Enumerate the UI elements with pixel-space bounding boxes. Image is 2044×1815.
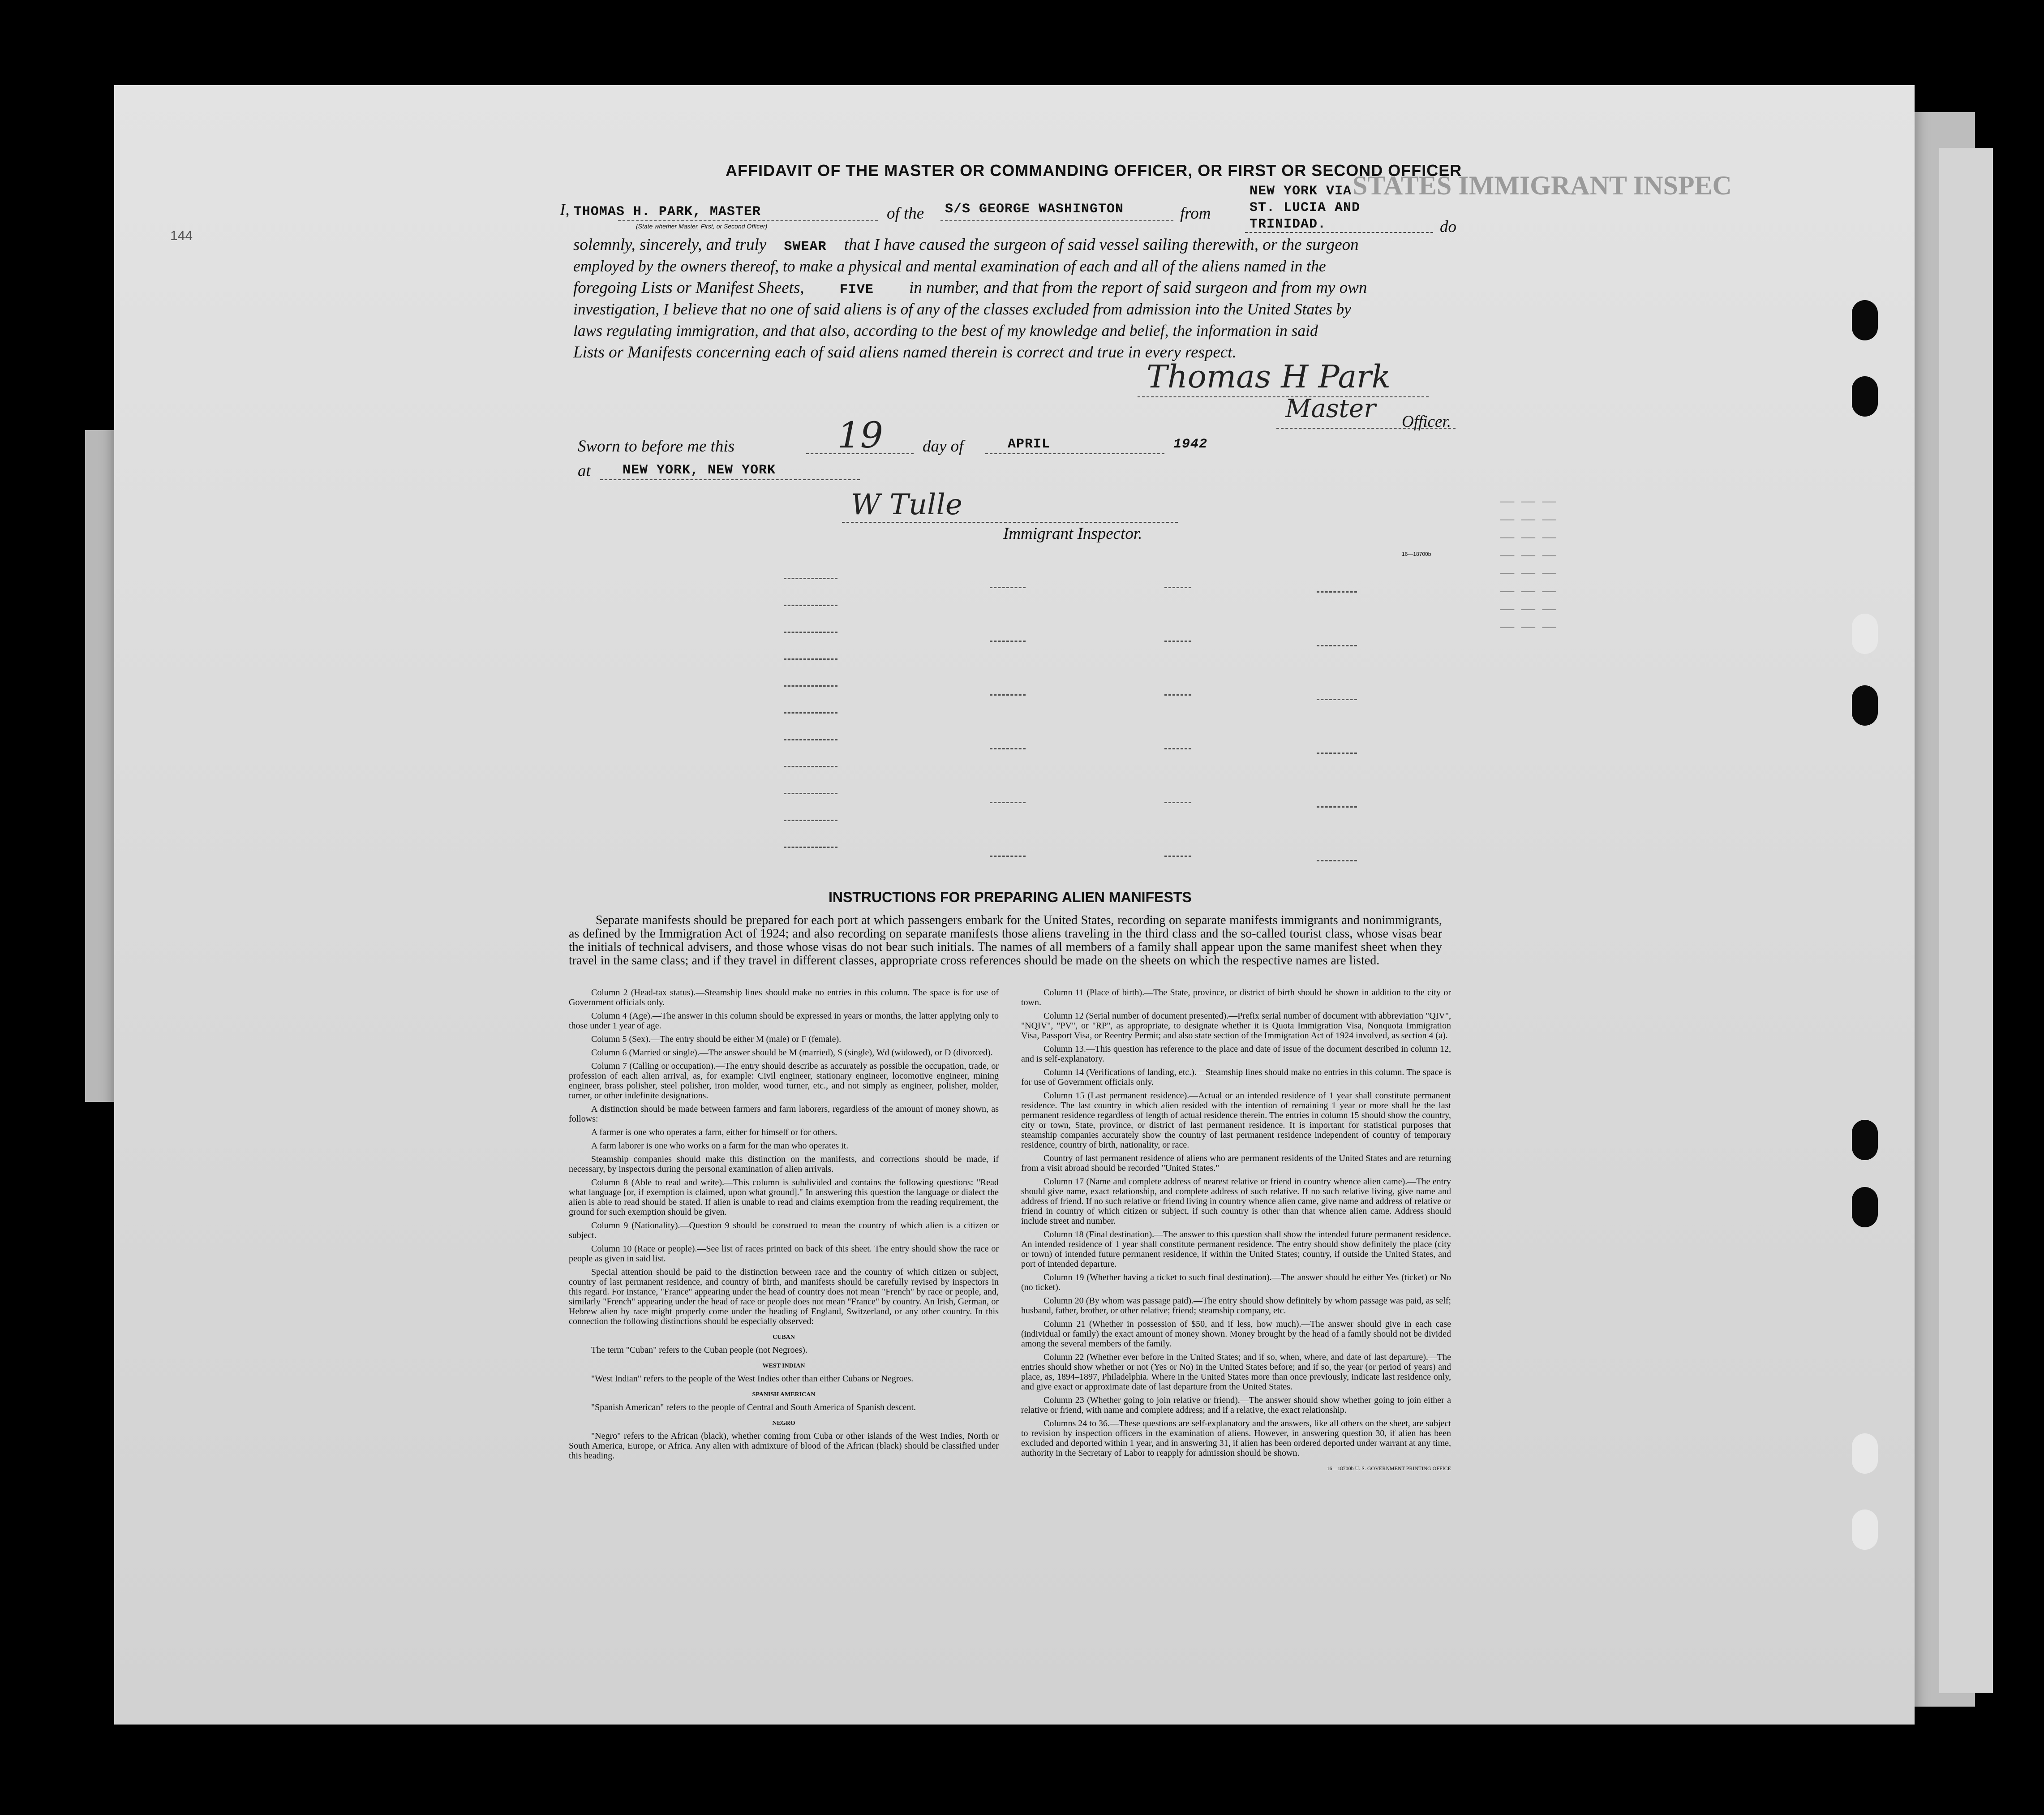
name-underline [618,220,878,221]
instr-west-indian: "West Indian" refers to the people of the West Indies other than either Cubans or Negroes. [591,1374,914,1384]
affidavit-line-6: laws regulating immigration, and that also, according to the best of my knowledge and belief, the information in said [573,322,1318,340]
instr-col7: Column 7 (Calling or occupation).—The entry should describe as accurately as possible the occupation, trade, or profession of each alien arrival, as, for example: Civil engineer, stationary engineer, locomotive engineer, mining engineer, brass polisher, steel polisher, iron molder, wood turner, etc., and not simply as engineer, polisher, molder, turner, or other indefinite designations. [569,1061,999,1101]
instr-col15-us: Country of last permanent residence of aliens who are permanent residents of the United States and are returning from a visit abroad should be recorded "United States." [1021,1153,1451,1173]
heading-cuban: CUBAN [773,1334,795,1341]
blank-field [784,578,837,579]
day-number: 19 [837,414,883,456]
port-underline [1245,232,1433,233]
form-number: 16—18700b [1402,551,1431,557]
heading-west-indian: WEST INDIAN [762,1363,805,1369]
master-signature: Thomas H Park [1147,358,1391,395]
blank-field [1317,699,1357,700]
at-label: at [578,462,591,480]
of-the-label: of the [887,204,924,223]
instr-col10: Column 10 (Race or people).—See list of races printed on back of this sheet. The entry should show the race or people as given in said list. [569,1244,999,1264]
place: NEW YORK, NEW YORK [623,463,776,478]
instr-cuban: The term "Cuban" refers to the Cuban people (not Negroes). [591,1345,807,1355]
blank-field [990,587,1026,588]
from-label: from [1180,204,1211,223]
instructions-right-column [1021,988,1451,1477]
instr-col21: Column 21 (Whether in possession of $50, and if less, how much).—The answer should give in each case (individual or family) the exact amount of money shown. Money brought by the head of a family should not be divided among the several members of the family. [1021,1319,1451,1349]
blank-field [1317,645,1357,646]
affidavit-line-1 [560,200,761,219]
instr-col11: Column 11 (Place of birth).—The State, province, or district of birth should be shown in addition to the city or town. [1021,988,1451,1007]
inspector-label: Immigrant Inspector. [1003,525,1142,543]
instr-col13: Column 13.—This question has reference to the place and date of issue of the document described in column 12, and is self-explanatory. [1021,1044,1451,1064]
affidavit-line-5: investigation, I believe that no one of said aliens is of any of the classes excluded from admission into the United States by [573,300,1351,318]
inspector-underline [842,522,1178,523]
day-of-label: day of [923,437,964,456]
punch-hole [1852,376,1878,417]
blank-field [1317,753,1357,754]
year: 1942 [1173,437,1208,452]
show-through-text: —— —— —— —— —— —— —— —— —— —— —— —— —— —— —— —— —— —— —— —— —— —— —— —— [1500,495,1556,634]
port-line-2: ST. LUCIA AND [1250,200,1361,215]
vessel-underline [940,220,1173,221]
punch-hole [1852,300,1878,340]
month: APRIL [1008,437,1051,452]
blank-field [1164,856,1191,857]
instr-farm-distinction: A distinction should be made between farmers and farm laborers, regardless of the amount of money shown, as follows: [569,1104,999,1124]
instr-col24-36: Columns 24 to 36.—These questions are self-explanatory and the answers, like all others on the sheet, are subject to revision by inspection officers in the examination of aliens. However, in answering question 30, if alien has been excluded and deported within 1 year, and in answering 31, if alien has been ordered deported under warrant at any time, authority in the Secretary of Labor to reapply for admission should be shown. [1021,1419,1451,1458]
sheet-count: FIVE [839,282,874,297]
officer-underline [1276,428,1456,429]
day-underline [806,453,914,454]
month-underline [985,453,1164,454]
signature-underline [1138,396,1429,397]
do-label: do [1440,218,1456,236]
instr-steamship: Steamship companies should make this distinction on the manifests, and corrections should be made, if necessary, by inspectors during the personal examination of alien arrivals. [569,1154,999,1174]
punch-hole [1852,685,1878,726]
punch-hole [1852,614,1878,654]
instr-farm-laborer: A farm laborer is one who works on a farm for the man who operates it. [591,1141,849,1151]
instr-col4: Column 4 (Age).—The answer in this column should be expressed in years or months, the latter applying only to those under 1 year of age. [569,1011,999,1031]
margin-note: 144 [170,228,193,243]
instr-col17: Column 17 (Name and complete address of nearest relative or friend in country whence alien came).—The entry should give name, exact relationship, and complete address of such relative. If no such relative living, give name and address of friend. If no such relative or friend living in country whence alien came, give name and address of relative or friend in country of which citizen or subject, if such country is other than that whence alien came. Address should include street and number. [1021,1177,1451,1226]
vessel-name: S/S GEORGE WASHINGTON [945,202,1124,217]
blank-field [784,658,837,660]
blank-field [784,793,837,794]
instr-col15: Column 15 (Last permanent residence).—Actual or an intended residence of 1 year shall constitute permanent residence. The last country in which alien resided with the intention of remaining 1 year or more shall be the last permanent residence regardless of length of actual residence therein. The entries in column 15 should show the country, city or town, State, province, or district of last permanent residence. It is important for statistical purposes that steamship companies accurately show the country of last permanent residence independent of country of temporary residence, country of birth, nationality, or race. [1021,1091,1451,1150]
instr-spanish-american: "Spanish American" refers to the people of Central and South America of Spanish descent. [591,1402,916,1412]
name-note: (State whether Master, First, or Second Officer) [636,223,768,230]
instructions-intro: Separate manifests should be prepared for each port at which passengers embark for the United States, recording on separate manifests immigrants and nonimmigrants, as defined by the Immigration Act of 1924; and also recording on separate manifests those aliens traveling in the third class and the so-called tourist class, whose visas bear the initials of technical advisers, and those whose visas do not bear such initials. The names of all members of a family shall appear upon the same manifest sheet when they travel in the same class; and if they travel in different classes, appropriate cross references should be made on the sheets on which the respective names are listed. [569,913,1442,968]
affidavit-title: AFFIDAVIT OF THE MASTER OR COMMANDING OFFICER, OR FIRST OR SECOND OFFICER [726,161,1462,180]
heading-spanish-american: SPANISH AMERICAN [752,1391,816,1398]
instr-col6: Column 6 (Married or single).—The answer should be M (married), S (single), Wd (widowed), or D (divorced). [591,1048,993,1058]
solemnly-text: solemnly, sincerely, and truly [573,236,767,254]
i-prefix: I, [560,201,570,219]
blank-field [1164,694,1191,696]
blank-field [1164,587,1191,588]
blank-field [1164,641,1191,642]
instructions-left-column [569,988,999,1464]
blank-field [990,856,1026,857]
underlying-sheet [1939,148,1993,1693]
instr-race-note: Special attention should be paid to the distinction between race and the country of which citizen or subject, country of last permanent residence, and country of birth, and manifests should be carefully revised by inspectors in this regard. For instance, "France" appearing under the head of country does not mean "French" by race or people, and, similarly "French" appearing under the head of race or people does not mean "France" by country. An Irish, German, or Hebrew alien by race might properly come under the heading of England, Switzerland, or any other country. In this connection the following distinctions should be especially observed: [569,1267,999,1326]
blank-field [1317,806,1357,808]
instr-farmer: A farmer is one who operates a farm, either for himself or for others. [591,1127,837,1137]
instr-col22: Column 22 (Whether ever before in the United States; and if so, when, where, and date of last departure).—The entries should show whether or not (Yes or No) in the United States before; and if so, the year (or period of years) and place, as, 1894–1897, Philadelphia. Where in the United States more than once previously, indicate last residence only, and give exact or approximate date of last departure from the United States. [1021,1352,1451,1392]
punch-hole [1852,1120,1878,1160]
blank-field [1164,802,1191,803]
instructions-title: INSTRUCTIONS FOR PREPARING ALIEN MANIFESTS [829,889,1192,905]
instr-col8: Column 8 (Able to read and write).—This column is subdivided and contains the following questions: "Read what language [or, if exemption is claimed, upon what ground]." In answering this question the language or dialect the alien is able to read should be stated. If alien is unable to read and claims exemption from the reading requirement, the ground for such exemption should be given. [569,1178,999,1217]
blank-field [1317,591,1357,593]
master-title-handwritten: Master [1285,394,1376,423]
blank-field [990,694,1026,696]
port-line-3: TRINIDAD. [1250,217,1327,232]
heading-negro: NEGRO [772,1420,795,1427]
port-line-1: NEW YORK VIA [1250,184,1352,199]
instr-col14: Column 14 (Verifications of landing, etc.).—Steamship lines should make no entries in this column. The space is for use of Government officials only. [1021,1067,1451,1087]
instr-col12: Column 12 (Serial number of document presented).—Prefix serial number of document with abbreviation "QIV", "NQIV", "PV", or "RP", as appropriate, to designate whether it is Quota Immigration Visa, Nonquota Immigration Visa, Passport Visa, or Reentry Permit; and also state section of the Immigration Act of 1924 involved, as section 4 (a). [1021,1011,1451,1041]
affidavit-line-4 [573,278,1367,297]
blank-field [990,641,1026,642]
blank-field [784,605,837,606]
swear-word: SWEAR [784,239,827,254]
blank-field [784,820,837,821]
line-4-pre: foregoing Lists or Manifest Sheets, [573,279,804,297]
sworn-label: Sworn to before me this [578,437,735,456]
affidavit-line-7: Lists or Manifests concerning each of said aliens named therein is correct and true in every respect. [573,343,1237,361]
place-underline [600,479,860,480]
blank-field [1164,748,1191,749]
blank-field [1317,860,1357,861]
instr-col19: Column 19 (Whether having a ticket to such final destination).—The answer should be either Yes (ticket) or No (no ticket). [1021,1273,1451,1292]
punch-hole [1852,1187,1878,1227]
blank-field [990,802,1026,803]
blank-field [784,632,837,633]
blank-field [784,847,837,848]
show-through-text: STATES IMMIGRANT INSPEC [1353,171,1732,200]
inspector-signature: W Tulle [851,488,962,521]
officer-label: Officer. [1402,413,1451,431]
instr-col23: Column 23 (Whether going to join relative or friend).—The answer should show whether going to join either a relative or friend, with name and complete address; and if a relative, the exact relationship. [1021,1395,1451,1415]
affidavit-line-2 [573,235,1359,254]
line-2-rest: that I have caused the surgeon of said vessel sailing therewith, or the surgeon [844,236,1359,254]
blank-field [784,712,837,714]
punch-hole [1852,1510,1878,1550]
instr-col18: Column 18 (Final destination).—The answer to this question shall show the intended future permanent residence. An intended residence of 1 year shall constitute permanent residence. The entry should show definitely the place (city or town) of intended future permanent residence, if within the United States; country, if outside the United States, and port of intended departure. [1021,1230,1451,1269]
blank-field [784,739,837,740]
blank-field [990,748,1026,749]
instr-negro: "Negro" refers to the African (black), whether coming from Cuba or other islands of the West Indies, North or South America, Europe, or Africa. Any alien with admixture of blood of the African (black) should be classified under this heading. [569,1431,999,1461]
blank-field [784,766,837,767]
affidavit-line-3: employed by the owners thereof, to make a physical and mental examination of each and all of the aliens named in the [573,257,1326,275]
instr-col5: Column 5 (Sex).—The entry should be either M (male) or F (female). [591,1034,842,1044]
instr-col20: Column 20 (By whom was passage paid).—The entry should show definitely by whom passage was paid, as self; husband, father, brother, or other relative; friend; steamship company, etc. [1021,1296,1451,1316]
line-4-post: in number, and that from the report of said surgeon and from my own [909,279,1367,297]
instr-col9: Column 9 (Nationality).—Question 9 should be construed to mean the country of which alien is a citizen or subject. [569,1221,999,1240]
blank-field [784,685,837,687]
master-name: THOMAS H. PARK, MASTER [573,204,761,219]
punch-hole [1852,1433,1878,1474]
instr-col2: Column 2 (Head-tax status).—Steamship lines should make no entries in this column. The space is for use of Government officials only. [569,988,999,1007]
printing-office-footer: 16—18700b U. S. GOVERNMENT PRINTING OFFICE [1327,1465,1451,1471]
